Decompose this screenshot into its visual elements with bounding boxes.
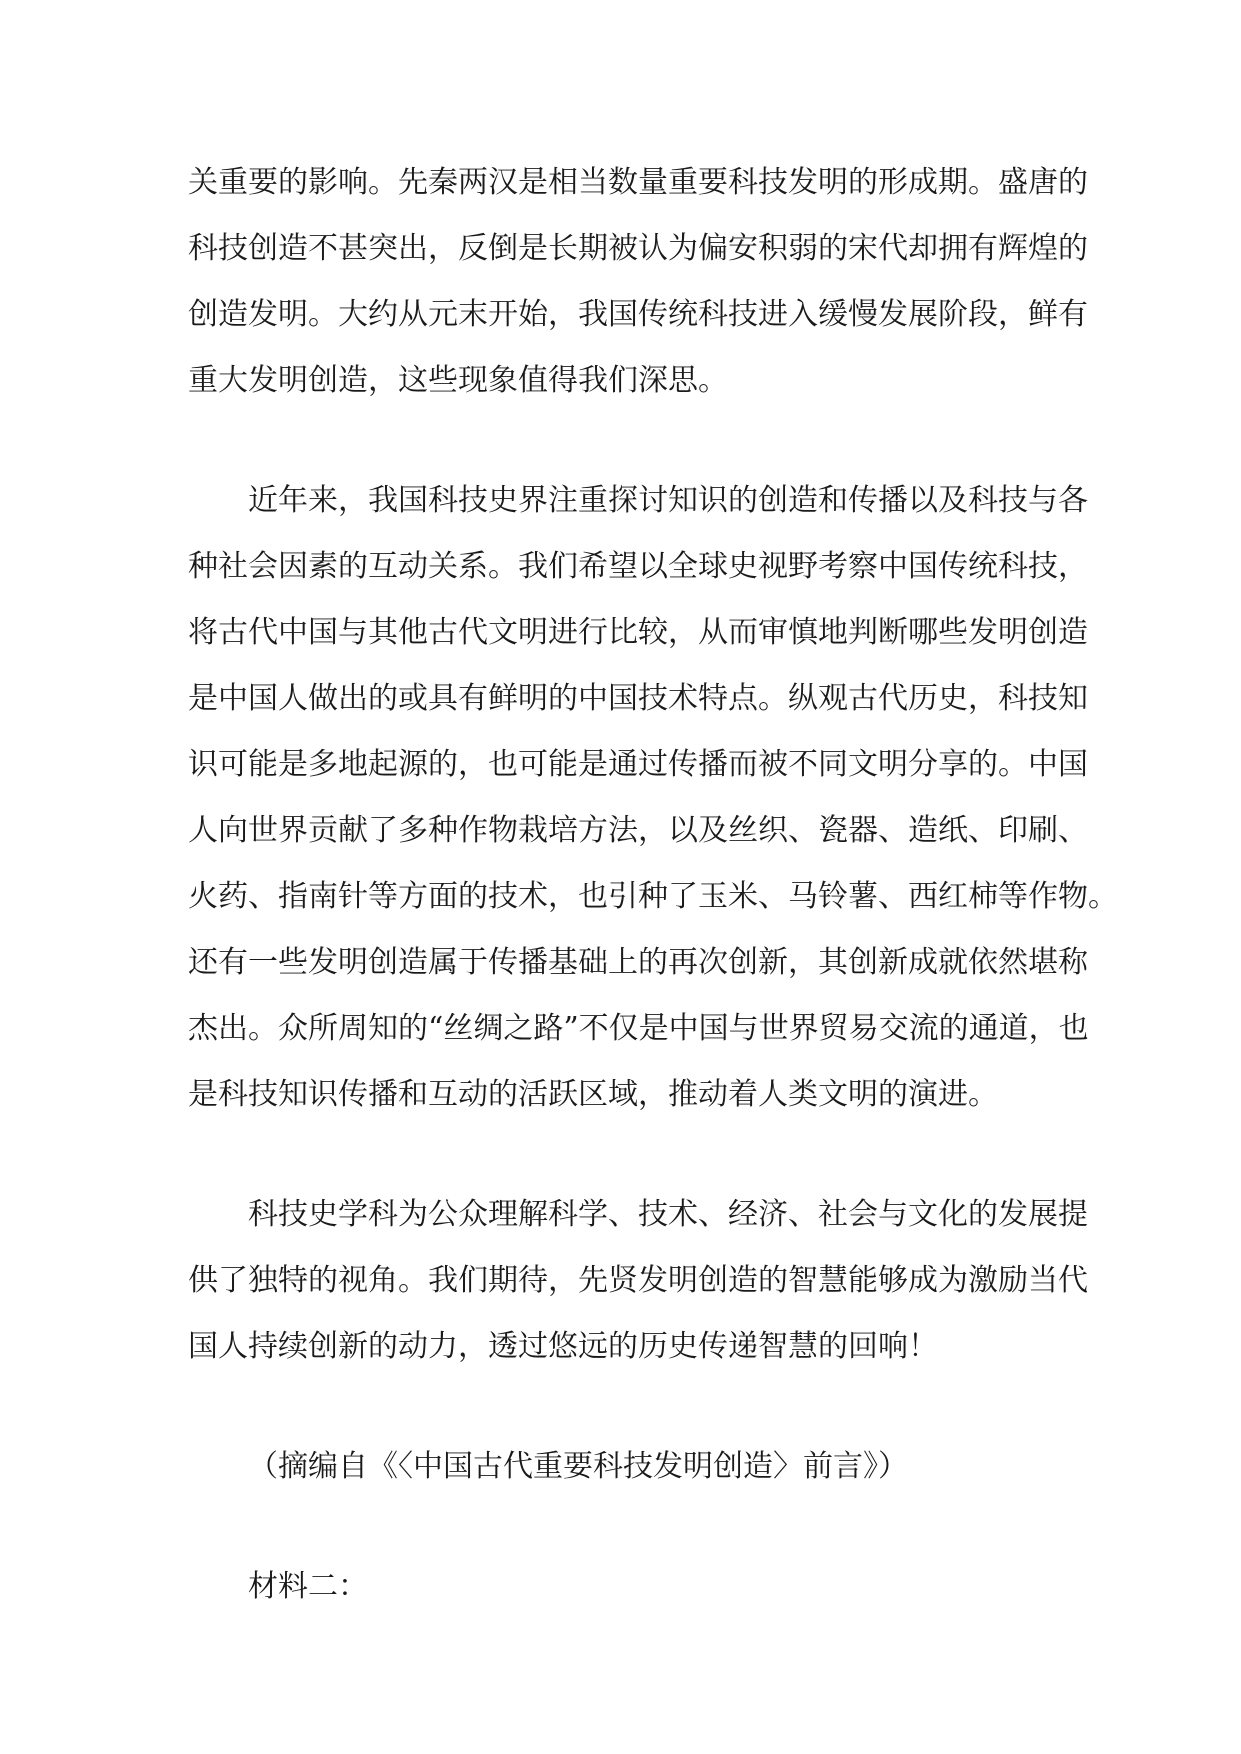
text-line: 杰出。众所周知的“丝绸之路”不仅是中国与世界贸易交流的通道，也 xyxy=(188,1011,1089,1046)
text-line: 识可能是多地起源的，也可能是通过传播而被不同文明分享的。中国 xyxy=(188,747,1088,782)
text-line: 重大发明创造，这些现象值得我们深思。 xyxy=(188,363,728,398)
text-line: 是中国人做出的或具有鲜明的中国技术特点。纵观古代历史，科技知 xyxy=(188,681,1088,716)
text-line: 创造发明。大约从元末开始，我国传统科技进入缓慢发展阶段，鲜有 xyxy=(188,297,1088,332)
paragraph-spacer xyxy=(188,1500,1050,1554)
source-note: （摘编自《〈中国古代重要科技发明创造〉前言》） xyxy=(248,1449,908,1484)
text-line: 关重要的影响。先秦两汉是相当数量重要科技发明的形成期。盛唐的 xyxy=(188,165,1088,200)
text-line: 将古代中国与其他古代文明进行比较，从而审慎地判断哪些发明创造 xyxy=(188,615,1088,650)
text-line: 是科技知识传播和互动的活跃区域，推动着人类文明的演进。 xyxy=(188,1077,998,1112)
material-label: 材料二： xyxy=(248,1569,368,1604)
text-line: 人向世界贡献了多种作物栽培方法，以及丝织、瓷器、造纸、印刷、 xyxy=(188,813,1088,848)
paragraph-2 xyxy=(188,468,1118,1128)
document-body xyxy=(188,150,1118,1620)
text-line: 科技史学科为公众理解科学、技术、经济、社会与文化的发展提 xyxy=(248,1197,1088,1232)
text-line: 国人持续创新的动力，透过悠远的历史传递智慧的回响！ xyxy=(188,1329,938,1364)
text-line: 近年来，我国科技史界注重探讨知识的创造和传播以及科技与各 xyxy=(248,483,1088,518)
paragraph-spacer xyxy=(188,1128,1050,1182)
paragraph-spacer xyxy=(188,414,1050,468)
text-line: 还有一些发明创造属于传播基础上的再次创新，其创新成就依然堪称 xyxy=(188,945,1088,980)
text-line: 火药、指南针等方面的技术，也引种了玉米、马铃薯、西红柿等作物。 xyxy=(188,879,1118,914)
text-line: 科技创造不甚突出，反倒是长期被认为偏安积弱的宋代却拥有辉煌的 xyxy=(188,231,1088,266)
text-line: 供了独特的视角。我们期待，先贤发明创造的智慧能够成为激励当代 xyxy=(188,1263,1088,1298)
paragraph-spacer xyxy=(188,1380,1050,1434)
paragraph-1 xyxy=(188,150,1088,414)
text-line: 种社会因素的互动关系。我们希望以全球史视野考察中国传统科技， xyxy=(188,549,1088,584)
paragraph-3 xyxy=(188,1182,1088,1380)
